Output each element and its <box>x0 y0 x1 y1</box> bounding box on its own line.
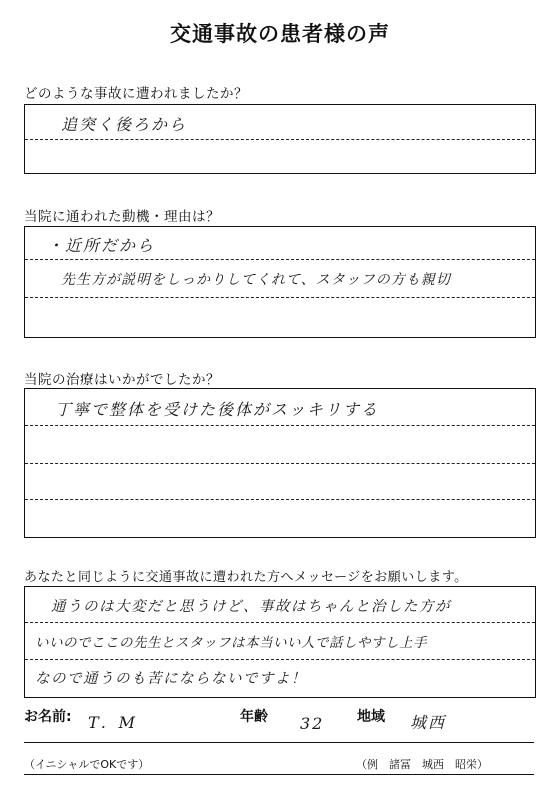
answer-text: なので通うのも苦にならないですよ！ <box>35 671 307 687</box>
question-message: あなたと同じように交通事故に遭われた方へメッセージをお願いします。 <box>24 570 468 585</box>
name-value: T．M <box>88 713 138 732</box>
answer-text: ・近所だから <box>47 236 156 255</box>
answer-box-message <box>24 586 536 698</box>
age-value: 32 <box>300 714 325 733</box>
answer-line-divider <box>25 425 535 426</box>
answer-text: 丁寧で整体を受けた後体がスッキリする <box>55 400 379 419</box>
answer-box-treatment <box>24 388 536 538</box>
answer-line-divider <box>25 297 535 298</box>
footer-underline <box>24 742 534 743</box>
answer-text: 先生方が説明をしっかりしてくれて、スタッフの方も親切 <box>61 272 451 288</box>
region-value: 城西 <box>410 713 447 732</box>
answer-line-divider <box>25 499 535 500</box>
answer-box-reason <box>24 226 536 338</box>
question-treatment: 当院の治療はいかがでしたか？ <box>24 372 220 388</box>
answer-box-accident-type <box>24 104 536 174</box>
age-label: 年齢 <box>240 709 268 725</box>
answer-text: いいのでここの先生とスタッフは本当いい人で話しやすし上手 <box>35 635 427 651</box>
answer-line-divider <box>25 463 535 464</box>
example-note: （例 諸冨 城西 昭栄） <box>356 758 488 771</box>
question-accident-type: どのような事故に遭われましたか？ <box>24 86 248 102</box>
page-title: 交通事故の患者様の声 <box>170 22 390 46</box>
bottom-rule <box>24 774 534 775</box>
question-reason: 当院に通われた動機・理由は？ <box>24 209 220 225</box>
answer-line-divider <box>25 259 535 260</box>
answer-line-divider <box>25 622 535 623</box>
answer-line-divider <box>25 139 535 140</box>
answer-text: 追突く後ろから <box>61 115 188 134</box>
answer-text: 通うのは大変だと思うけど、事故はちゃんと治した方が <box>51 599 451 615</box>
initials-note: （イニシャルでOKです） <box>24 758 150 771</box>
name-label: お名前: <box>24 709 72 725</box>
region-label: 地域 <box>357 709 385 725</box>
answer-line-divider <box>25 659 535 660</box>
